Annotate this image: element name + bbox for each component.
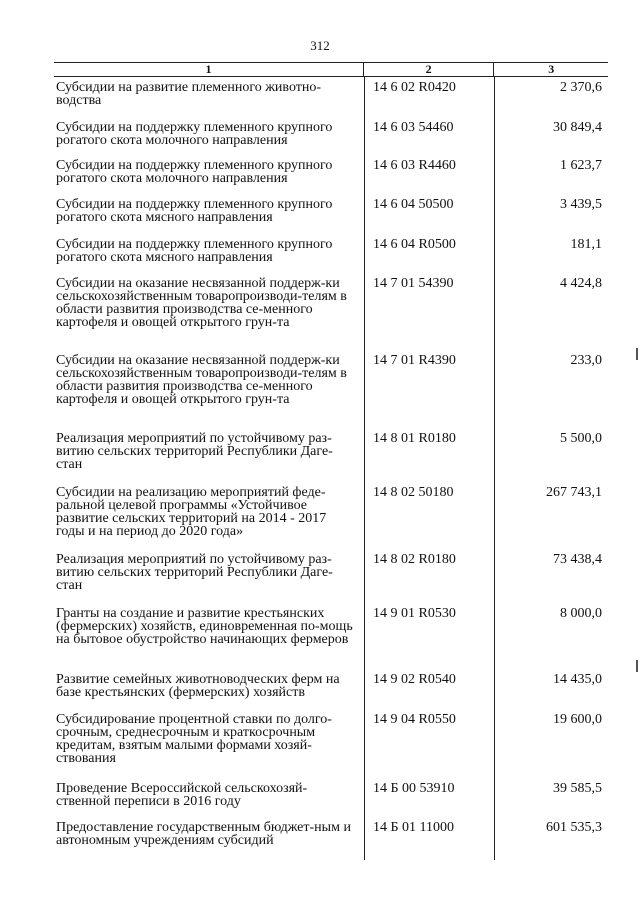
row-name: Развитие семейных животноводческих ферм на базе крестьянских (фермерских) хозяйств (56, 672, 340, 700)
scan-mark (636, 348, 638, 360)
table-row (54, 713, 608, 765)
row-amount: 30 849,4 (553, 120, 602, 135)
row-name: Субсидии на поддержку племенного крупного рогатого скота мясного направления (56, 197, 333, 225)
row-amount: 181,1 (570, 237, 602, 252)
row-amount: 4 424,8 (560, 276, 602, 291)
header-col-2: 2 (364, 63, 495, 76)
budget-table (54, 62, 608, 848)
table-row (54, 159, 608, 185)
row-code: 14 8 01 R0180 (373, 431, 456, 446)
row-code: 14 6 03 54460 (373, 120, 454, 135)
table-row (54, 238, 608, 264)
table-row (54, 432, 608, 471)
row-name: Гранты на создание и развитие крестьянских (фермерских) хозяйств, единовременная по-мощь на бытовое обустройство начинающих фермеров (56, 606, 353, 647)
row-code: 14 6 03 R4460 (373, 158, 456, 173)
row-name: Субсидии на оказание несвязанной поддерж-ки сельскохозяйственным товаропроизводи-телям в области развития производства се-менного картофеля и овощей открытого грун-та (56, 276, 347, 330)
table-row (54, 121, 608, 147)
row-amount: 1 623,7 (560, 158, 602, 173)
row-name: Реализация мероприятий по устойчивому раз-витию сельских территорий Республики Даге-стан (56, 431, 333, 472)
row-code: 14 8 02 R0180 (373, 552, 456, 567)
row-name: Субсидии на поддержку племенного крупного рогатого скота молочного направления (56, 120, 333, 148)
row-amount: 5 500,0 (560, 431, 602, 446)
table-row (54, 486, 608, 538)
row-name: Субсидии на развитие племенного животно-водства (56, 80, 322, 108)
table-row (54, 81, 608, 107)
row-amount: 73 438,4 (553, 552, 602, 567)
row-amount: 8 000,0 (560, 606, 602, 621)
row-name: Субсидии на оказание несвязанной поддерж-ки сельскохозяйственным товаропроизводи-телям в области развития производства се-менного картофеля и овощей открытого грун-та (56, 353, 347, 407)
page-number: 312 (310, 38, 330, 53)
table-row (54, 607, 608, 646)
row-amount: 2 370,6 (560, 80, 602, 95)
row-code: 14 9 04 R0550 (373, 712, 456, 727)
row-code: 14 8 02 50180 (373, 485, 454, 500)
row-name: Предоставление государственным бюджет-ным и автономным учреждениям субсидий (56, 820, 351, 848)
row-amount: 267 743,1 (546, 485, 602, 500)
row-amount: 14 435,0 (553, 672, 602, 687)
table-row (54, 198, 608, 224)
row-code: 14 9 02 R0540 (373, 672, 456, 687)
row-code: 14 7 01 R4390 (373, 353, 456, 368)
table-row (54, 673, 608, 699)
header-col-3: 3 (548, 62, 555, 76)
row-amount: 601 535,3 (546, 820, 602, 835)
header-col-1: 1 (54, 63, 364, 76)
table-row (54, 821, 608, 847)
row-name: Реализация мероприятий по устойчивому раз-витию сельских территорий Республики Даге-стан (56, 552, 333, 593)
scan-mark (636, 660, 638, 672)
row-amount: 3 439,5 (560, 197, 602, 212)
row-amount: 233,0 (570, 353, 602, 368)
row-code: 14 6 02 R0420 (373, 80, 456, 95)
row-name: Проведение Всероссийской сельскохозяй-ственной переписи в 2016 году (56, 781, 308, 809)
row-code: 14 Б 01 11000 (373, 820, 455, 835)
table-row (54, 553, 608, 592)
row-code: 14 6 04 R0500 (373, 237, 456, 252)
row-name: Субсидии на поддержку племенного крупного рогатого скота мясного направления (56, 237, 333, 265)
row-code: 14 Б 00 53910 (373, 781, 455, 796)
row-name: Субсидии на поддержку племенного крупного рогатого скота молочного направления (56, 158, 333, 186)
row-code: 14 6 04 50500 (373, 197, 454, 212)
table-row (54, 277, 608, 329)
row-amount: 39 585,5 (553, 781, 602, 796)
row-name: Субсидии на реализацию мероприятий феде-ральной целевой программы «Устойчивое развитие сельских территорий на 2014 - 2017 годы и на период до 2020 года» (56, 485, 327, 539)
row-code: 14 7 01 54390 (373, 276, 454, 291)
table-row (54, 782, 608, 808)
row-name: Субсидирование процентной ставки по долго-срочным, среднесрочным и краткосрочным кредитам, взятым малыми формами хозяй-ствования (56, 712, 332, 766)
row-amount: 19 600,0 (553, 712, 602, 727)
table-row (54, 354, 608, 406)
table-header (54, 62, 608, 77)
row-code: 14 9 01 R0530 (373, 606, 456, 621)
